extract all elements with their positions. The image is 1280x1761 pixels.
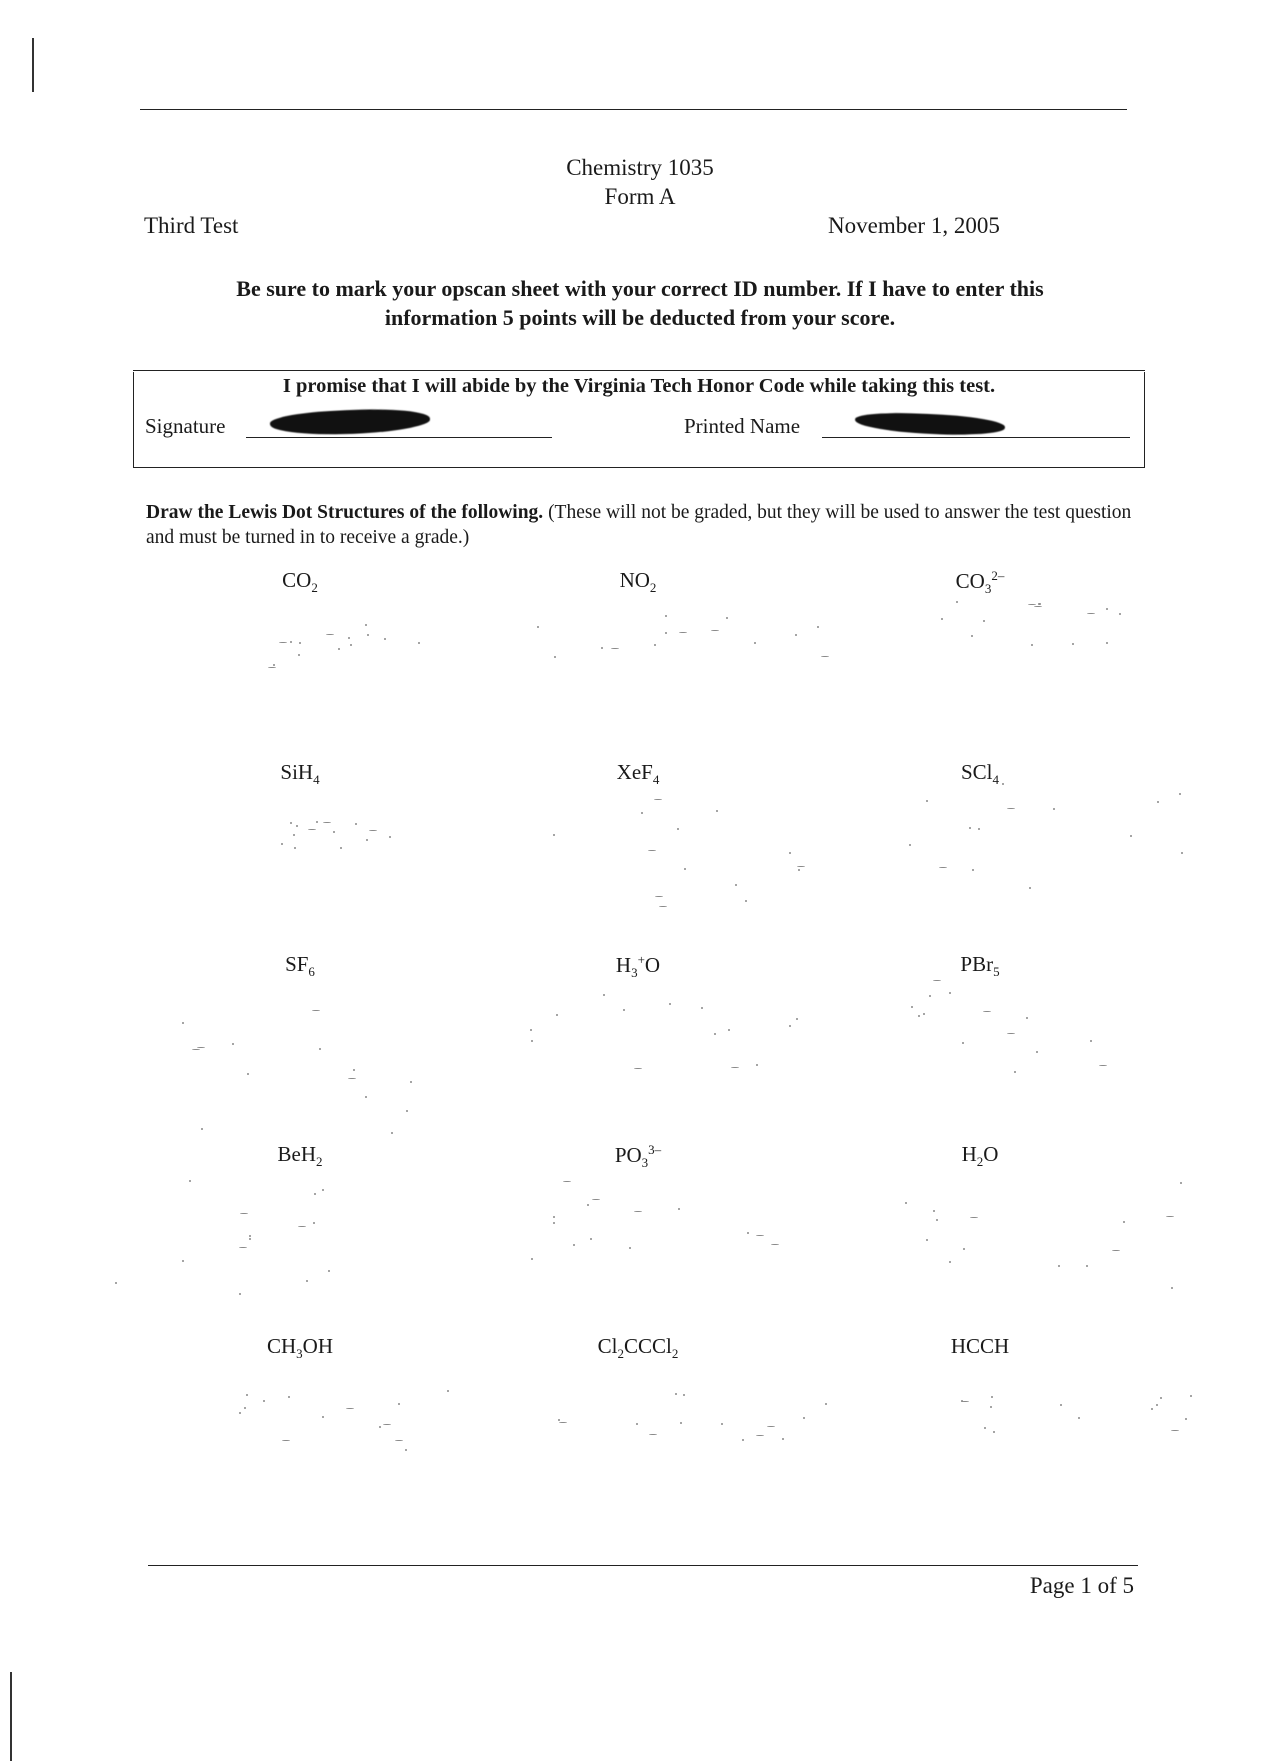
speckle <box>201 1128 203 1130</box>
speckle <box>990 1406 992 1408</box>
speckle <box>556 1014 558 1016</box>
speckle <box>680 1422 682 1424</box>
speckle <box>1014 1071 1016 1073</box>
speckle <box>197 1047 205 1048</box>
speckle <box>192 1049 200 1050</box>
speckle <box>933 980 941 981</box>
speckle <box>239 1293 241 1295</box>
speckle <box>239 1412 241 1414</box>
speckle <box>654 799 662 800</box>
speckle <box>936 1219 938 1221</box>
page-number: Page 1 of 5 <box>1029 1573 1134 1598</box>
notice-line-1: Be sure to mark your opscan sheet with your correct ID number. If I have to enter this <box>236 276 1044 301</box>
speckle <box>1090 1040 1092 1042</box>
speckle <box>293 834 295 836</box>
molecule-formula: XeF$_4$ <box>616 760 660 788</box>
speckle <box>993 1431 995 1433</box>
speckle <box>232 1043 234 1045</box>
molecule-formula: BeH$_2$ <box>277 1142 323 1170</box>
speckle <box>623 1009 625 1011</box>
speckle <box>711 630 719 631</box>
speckle <box>731 1067 739 1068</box>
molecule-formula: SiH$_4$ <box>280 760 320 788</box>
margin-mark-bottom <box>10 1672 12 1761</box>
molecule-formula: $CH_3OH$ <box>266 1334 334 1362</box>
speckle <box>659 906 667 907</box>
speckle <box>282 1440 290 1441</box>
speckle <box>281 843 283 845</box>
speckle <box>797 866 805 867</box>
speckle <box>333 831 335 833</box>
speckle <box>406 1110 408 1112</box>
speckle <box>563 1181 571 1182</box>
speckle <box>355 823 357 825</box>
speckle <box>1157 801 1159 803</box>
speckle <box>240 1213 248 1214</box>
speckle <box>677 828 679 830</box>
speckle <box>365 624 367 626</box>
speckle <box>742 1439 744 1441</box>
speckle <box>559 1422 567 1423</box>
instructions-rest: (These will not be graded, but they will be used to answer the test question and must be turned in to receive a grade.) <box>146 502 1132 548</box>
speckle <box>531 1258 533 1260</box>
honor-statement: I promise that I will abide by the Virginia Tech Honor Code while taking this test. <box>282 375 996 397</box>
speckle <box>735 884 737 886</box>
instructions-bold: Draw the Lewis Dot Structures of the following. <box>146 502 544 523</box>
speckle <box>821 656 829 657</box>
speckle <box>909 844 911 846</box>
speckle <box>929 995 931 997</box>
speckle <box>1171 1430 1179 1431</box>
speckle <box>991 1396 993 1398</box>
molecule-formula: $CO_2$ <box>282 568 318 596</box>
molecule-formula: $CO_3^{2-}$ <box>955 568 1005 597</box>
speckle <box>290 822 292 824</box>
speckle <box>326 634 334 635</box>
speckle <box>669 1003 671 1005</box>
speckle <box>747 1232 749 1234</box>
speckle <box>969 827 971 829</box>
speckle <box>655 896 663 897</box>
speckle <box>313 1222 315 1224</box>
speckle <box>745 900 747 902</box>
speckle <box>949 1261 951 1263</box>
speckle <box>726 617 728 619</box>
speckle <box>926 800 928 802</box>
speckle <box>328 1270 330 1272</box>
speckle <box>553 1222 555 1224</box>
speckle <box>338 648 340 650</box>
speckle <box>1106 608 1108 610</box>
molecule-formula: $NO_2$ <box>619 568 657 596</box>
speckle <box>911 1006 913 1008</box>
bottom-rule <box>148 1565 1138 1566</box>
speckle <box>825 1403 827 1405</box>
speckle <box>701 1007 703 1009</box>
speckle <box>1166 1216 1174 1217</box>
speckle <box>405 1449 407 1451</box>
speckle <box>1087 613 1095 614</box>
speckle <box>629 1247 631 1249</box>
speckle <box>1099 1065 1107 1066</box>
speckle <box>649 1434 657 1435</box>
speckle <box>939 867 947 868</box>
speckle <box>789 852 791 854</box>
molecule-formula: SCl$_4$ <box>960 760 1000 788</box>
speckle <box>268 667 276 668</box>
speckle <box>1007 808 1015 809</box>
speckle <box>244 1407 246 1409</box>
speckle <box>678 1208 680 1210</box>
opscan-notice <box>150 274 1130 332</box>
speckle <box>418 642 420 644</box>
speckle <box>558 1419 560 1421</box>
speckle <box>1002 783 1004 785</box>
speckle <box>1028 604 1036 605</box>
signature-line[interactable] <box>246 437 552 438</box>
speckle <box>601 647 603 649</box>
molecule-formula: $SF_6$ <box>285 952 315 980</box>
printed-name-line[interactable] <box>822 437 1130 438</box>
speckle <box>1130 835 1132 837</box>
speckle <box>1086 1265 1088 1267</box>
speckle <box>1029 887 1031 889</box>
speckle <box>905 1202 907 1204</box>
speckle <box>573 1244 575 1246</box>
speckle <box>756 1064 758 1066</box>
speckle <box>1181 852 1183 854</box>
speckle <box>817 626 819 628</box>
speckle <box>299 642 301 644</box>
speckle <box>353 1069 355 1071</box>
speckle <box>795 634 797 636</box>
speckle <box>1072 643 1074 645</box>
speckle <box>395 1440 403 1441</box>
speckle <box>767 1426 775 1427</box>
honor-box-top-rule <box>133 370 1145 371</box>
speckle <box>933 1210 935 1212</box>
speckle <box>1151 1408 1153 1410</box>
speckle <box>367 634 369 636</box>
speckle <box>115 1282 117 1284</box>
speckle <box>926 1239 928 1241</box>
speckle <box>350 644 352 646</box>
speckle <box>553 1216 555 1218</box>
speckle <box>592 1199 600 1200</box>
speckle <box>288 1396 290 1398</box>
speckle <box>348 1078 356 1079</box>
speckle <box>306 1280 308 1282</box>
speckle <box>1156 1404 1158 1406</box>
speckle <box>1180 1182 1182 1184</box>
speckle <box>803 1417 805 1419</box>
speckle <box>1179 793 1181 795</box>
speckle <box>603 994 605 996</box>
speckle <box>554 656 556 658</box>
speckle <box>634 1211 642 1212</box>
speckle <box>1031 644 1033 646</box>
molecule-formula: PBr$_5$ <box>960 952 1000 980</box>
speckle <box>410 1081 412 1083</box>
speckle <box>956 601 958 603</box>
speckle <box>189 1180 191 1182</box>
molecule-formula: $H_2O$ <box>961 1142 999 1170</box>
speckle <box>611 648 619 649</box>
speckle <box>249 1235 251 1237</box>
speckle <box>665 615 667 617</box>
speckle <box>273 664 275 666</box>
molecule-formula: HCCH <box>950 1334 1010 1358</box>
top-rule <box>140 109 1127 110</box>
speckle <box>789 1025 791 1027</box>
printed-name-label: Printed Name <box>684 414 801 438</box>
speckle <box>312 1010 320 1011</box>
speckle <box>290 641 292 643</box>
speckle <box>756 1435 764 1436</box>
speckle <box>263 1400 265 1402</box>
speckle <box>279 642 287 643</box>
speckle <box>369 830 377 831</box>
molecule-formula: $H_3^+O$ <box>615 952 661 981</box>
speckle <box>1160 1397 1162 1399</box>
form-label: Form A <box>604 184 676 209</box>
speckle <box>962 1042 964 1044</box>
speckle <box>978 828 980 830</box>
speckle <box>961 1401 969 1402</box>
speckle <box>398 1403 400 1405</box>
speckle <box>1190 1395 1192 1397</box>
speckle <box>918 1015 920 1017</box>
speckle <box>590 1238 592 1240</box>
speckle <box>247 1073 249 1075</box>
speckle <box>391 1132 393 1134</box>
speckle <box>1119 613 1121 615</box>
speckle <box>537 626 539 628</box>
speckle <box>294 847 296 849</box>
speckle <box>348 637 350 639</box>
speckle <box>246 1394 248 1396</box>
speckle <box>314 1193 316 1195</box>
speckle <box>1036 1051 1038 1053</box>
speckle <box>972 869 974 871</box>
speckle <box>984 1427 986 1429</box>
speckle <box>1123 1221 1125 1223</box>
speckle <box>323 822 331 823</box>
speckle <box>983 620 985 622</box>
speckle <box>239 1247 247 1248</box>
speckle <box>319 1048 321 1050</box>
speckle <box>1034 606 1042 607</box>
speckle <box>963 1248 965 1250</box>
speckle <box>1106 642 1108 644</box>
speckle <box>383 1424 391 1425</box>
speckle <box>771 1244 779 1245</box>
speckle <box>296 825 298 827</box>
molecule-formula: $PO_3^{3-}$ <box>614 1142 662 1171</box>
test-date: November 1, 2005 <box>828 213 1000 238</box>
speckle <box>683 1394 685 1396</box>
speckle <box>970 1217 978 1218</box>
speckle <box>447 1390 449 1392</box>
speckle <box>923 1013 925 1015</box>
test-name: Third Test <box>144 213 239 238</box>
speckle <box>679 632 687 633</box>
speckle <box>298 654 300 656</box>
speckle <box>1053 808 1055 810</box>
speckle <box>365 1096 367 1098</box>
speckle <box>1112 1250 1120 1251</box>
speckle <box>949 992 951 994</box>
speckle <box>665 632 667 634</box>
instructions <box>146 500 1136 550</box>
speckle <box>366 839 368 841</box>
speckle <box>384 638 386 640</box>
speckle <box>308 829 316 830</box>
speckle <box>1038 603 1040 605</box>
speckle <box>346 1408 354 1409</box>
speckle <box>971 635 973 637</box>
speckle <box>587 1204 589 1206</box>
course-title: Chemistry 1035 <box>566 155 714 180</box>
speckle <box>796 1018 798 1020</box>
speckle <box>389 836 391 838</box>
signature-label: Signature <box>145 414 226 438</box>
speckle <box>1078 1417 1080 1419</box>
speckle <box>636 1423 638 1425</box>
speckle <box>340 847 342 849</box>
speckle <box>379 1426 381 1428</box>
speckle <box>641 812 643 814</box>
speckle <box>298 1226 306 1227</box>
speckle <box>716 810 718 812</box>
margin-mark-top <box>32 38 34 92</box>
speckle <box>1060 1404 1062 1406</box>
speckle <box>714 1033 716 1035</box>
speckle <box>756 1235 764 1236</box>
speckle <box>182 1260 184 1262</box>
notice-line-2: information 5 points will be deducted from your score. <box>384 305 896 330</box>
speckle <box>182 1022 184 1024</box>
speckle <box>654 644 656 646</box>
speckle <box>648 850 656 851</box>
speckle <box>1171 1287 1173 1289</box>
speckle <box>675 1393 677 1395</box>
speckle <box>983 1011 991 1012</box>
speckle <box>530 1029 532 1031</box>
speckle <box>1007 1033 1015 1034</box>
speckle <box>941 618 943 620</box>
speckle <box>754 642 756 644</box>
speckle <box>684 868 686 870</box>
speckle <box>798 869 800 871</box>
speckle <box>553 834 555 836</box>
speckle <box>249 1238 251 1240</box>
speckle <box>782 1438 784 1440</box>
speckle <box>322 1189 324 1191</box>
molecule-formula: $Cl_2CCCl_2$ <box>597 1334 679 1362</box>
speckle <box>531 1040 533 1042</box>
speckle <box>721 1423 723 1425</box>
speckle <box>728 1029 730 1031</box>
speckle <box>634 1068 642 1069</box>
speckle <box>1026 1017 1028 1019</box>
speckle <box>316 821 318 823</box>
speckle <box>1185 1418 1187 1420</box>
speckle <box>322 1416 324 1418</box>
speckle <box>1058 1265 1060 1267</box>
